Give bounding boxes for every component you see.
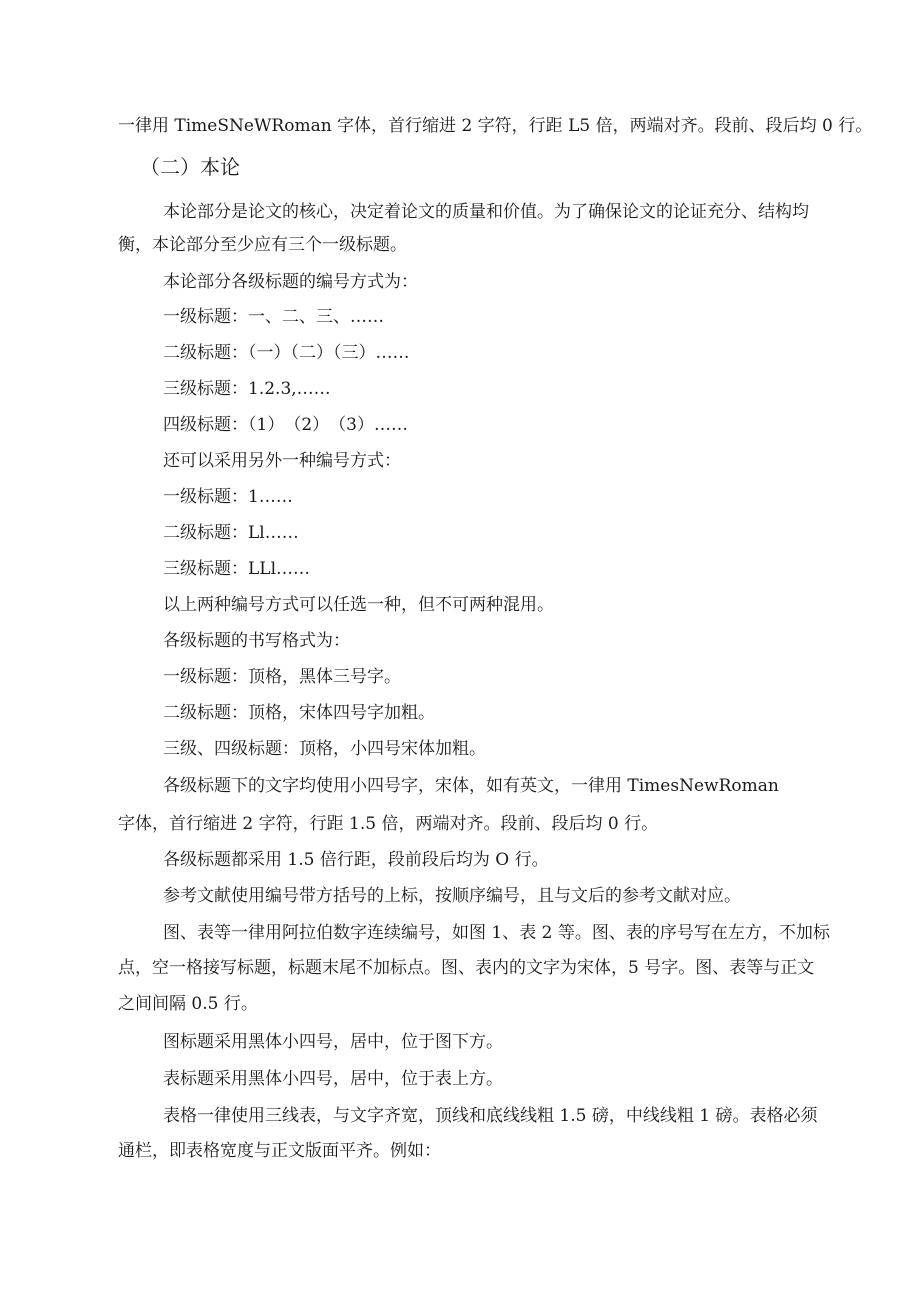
- paragraph-line: 还可以采用另外一种编号方式：: [163, 451, 401, 471]
- paragraph-line: 四级标题：（1） （2） （3）……: [163, 415, 408, 435]
- paragraph-line: 三级、四级标题：顶格，小四号宋体加粗。: [163, 739, 486, 759]
- paragraph-line: 二级标题：顶格，宋体四号字加粗。: [163, 703, 435, 723]
- paragraph-line: 一级标题：1……: [163, 487, 293, 507]
- paragraph-line: 本论部分各级标题的编号方式为：: [163, 272, 418, 292]
- paragraph-line: 三级标题：1.2.3,……: [163, 379, 331, 399]
- paragraph-line: 本论部分是论文的核心，决定着论文的质量和价值。为了确保论文的论证充分、结构均: [163, 202, 809, 222]
- paragraph-line: 一级标题：顶格，黑体三号字。: [163, 667, 401, 687]
- paragraph-line: 图、表等一律用阿拉伯数字连续编号，如图 1、表 2 等。图、表的序号写在左方，不加标: [163, 923, 830, 943]
- paragraph-line: 表格一律使用三线表，与文字齐宽，顶线和底线线粗 1.5 磅，中线线粗 1 磅。表格必须: [163, 1106, 818, 1126]
- paragraph-line: 字体，首行缩进 2 字符，行距 1.5 倍，两端对齐。段前、段后均 0 行。: [118, 814, 659, 834]
- paragraph-line: 三级标题：LLl……: [163, 559, 311, 579]
- paragraph-line: 表标题采用黑体小四号，居中，位于表上方。: [163, 1069, 503, 1089]
- paragraph-line: 二级标题：（一）（二）（三）……: [163, 343, 410, 363]
- paragraph-line: 衡，本论部分至少应有三个一级标题。: [118, 235, 407, 255]
- paragraph-line: 通栏，即表格宽度与正文版面平齐。例如：: [118, 1141, 441, 1161]
- paragraph-line: 点，空一格接写标题，标题末尾不加标点。图、表内的文字为宋体，5 号字。图、表等与正文: [118, 958, 815, 978]
- section-heading: （二）本论: [140, 155, 240, 179]
- paragraph-line: 二级标题：Ll……: [163, 523, 299, 543]
- paragraph-line: 之间间隔 0.5 行。: [118, 994, 258, 1014]
- paragraph-line: 以上两种编号方式可以任选一种，但不可两种混用。: [163, 595, 554, 615]
- paragraph-line: 各级标题的书写格式为：: [163, 631, 350, 651]
- paragraph-line: 各级标题都采用 1.5 倍行距，段前段后均为 O 行。: [163, 850, 549, 870]
- paragraph-line: 一律用 TimeSNeWRoman 字体，首行缩进 2 字符，行距 L5 倍，两端对齐。段前、段后均 0 行。: [118, 116, 873, 136]
- paragraph-line: 参考文献使用编号带方括号的上标，按顺序编号，且与文后的参考文献对应。: [163, 886, 741, 906]
- paragraph-line: 图标题采用黑体小四号，居中，位于图下方。: [163, 1032, 503, 1052]
- paragraph-line: 各级标题下的文字均使用小四号字，宋体，如有英文，一律用 TimesNewRoman: [163, 776, 779, 796]
- paragraph-line: 一级标题：一、二、三、……: [163, 307, 384, 327]
